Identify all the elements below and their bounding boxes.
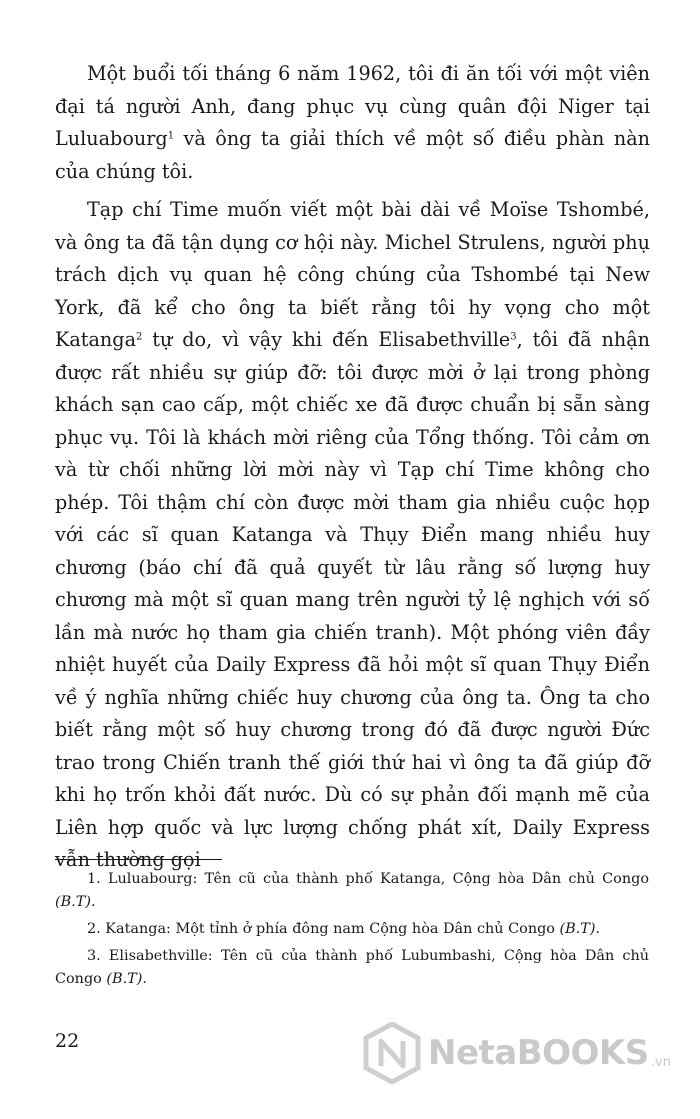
footnote-ref-3: 3 <box>510 331 517 343</box>
footnote-ref-2: 2 <box>136 331 143 343</box>
watermark-brand: NetaBOOKS <box>428 1033 649 1073</box>
footnote-3 <box>55 945 649 991</box>
paragraph-1 <box>55 58 650 188</box>
footnote-3-note: (B.T). <box>106 971 147 987</box>
footnote-3-text: 3. Elisabethville: Tên cũ của thành phố Lubumbashi, Cộng hòa Dân chủ Congo <box>55 948 649 987</box>
watermark <box>362 1022 671 1084</box>
footnotes <box>55 868 649 995</box>
paragraph-2-text-b: tự do, vì vậy khi đến Elisabethville <box>142 328 511 351</box>
paragraph-1-text: Một buổi tối tháng 6 năm 1962, tôi đi ăn tối với một viên đại tá người Anh, đang phục vụ cùng quân đội Niger tại Luluabourg <box>55 62 650 150</box>
paragraph-2 <box>55 194 650 877</box>
body-text <box>55 58 650 877</box>
netabooks-logo-icon <box>362 1022 422 1084</box>
footnote-2-note: (B.T). <box>559 921 601 937</box>
footnote-2 <box>55 918 649 941</box>
paragraph-2-text-c: , tôi đã nhận được rất nhiều sự giúp đỡ: tôi được mời ở lại trong phòng khách sạn cao cấp, một chiếc xe đã được chuẩn bị sẵn sàng phục vụ. Tôi là khách mời riêng của Tổng thống. Tôi cảm ơn và từ chối những lời mời này vì Tạp chí Time không cho phép. Tôi thậm chí còn được mời tham gia nhiều cuộc họp với các sĩ quan Katanga và Thụy Điển mang nhiều huy chương (báo chí đã quả quyết từ lâu rằng số lượng huy chương mà một sĩ quan mang trên người tỷ lệ nghịch với số lần mà nước họ tham gia chiến tranh). Một phóng viên đầy nhiệt huyết của Daily Express đã hỏi một sĩ quan Thụy Điển về ý nghĩa những chiếc huy chương của ông ta. Ông ta cho biết rằng một số huy chương trong đó đã được người Đức trao trong Chiến tranh thế giới thứ hai vì ông ta đã giúp đỡ khi họ trốn khỏi đất nước. Dù có sự phản đối mạnh mẽ của Liên hợp quốc và lực lượng chống phát xít, Daily Express vẫn thường gọi <box>55 328 650 871</box>
footnote-divider <box>55 859 222 860</box>
watermark-suffix: .vn <box>650 1055 671 1070</box>
paragraph-1-text-end: và ông ta giải thích về một số điều phàn nàn của chúng tôi. <box>55 127 650 183</box>
paragraph-2-text-a: Tạp chí Time muốn viết một bài dài về Moïse Tshombé, và ông ta đã tận dụng cơ hội này. Michel Strulens, người phụ trách dịch vụ quan hệ công chúng của Tshombé tại New York, đã kể cho ông ta biết rằng tôi hy vọng cho một Katanga <box>55 198 650 351</box>
footnote-1-text: 1. Luluabourg: Tên cũ của thành phố Katanga, Cộng hòa Dân chủ Congo <box>87 871 649 887</box>
footnote-1 <box>55 868 649 914</box>
page-number: 22 <box>55 1030 80 1052</box>
footnote-ref-1: 1 <box>167 130 175 142</box>
footnote-1-note: (B.T). <box>55 894 96 910</box>
footnote-2-text: 2. Katanga: Một tỉnh ở phía đông nam Cộng hòa Dân chủ Congo <box>87 921 560 937</box>
